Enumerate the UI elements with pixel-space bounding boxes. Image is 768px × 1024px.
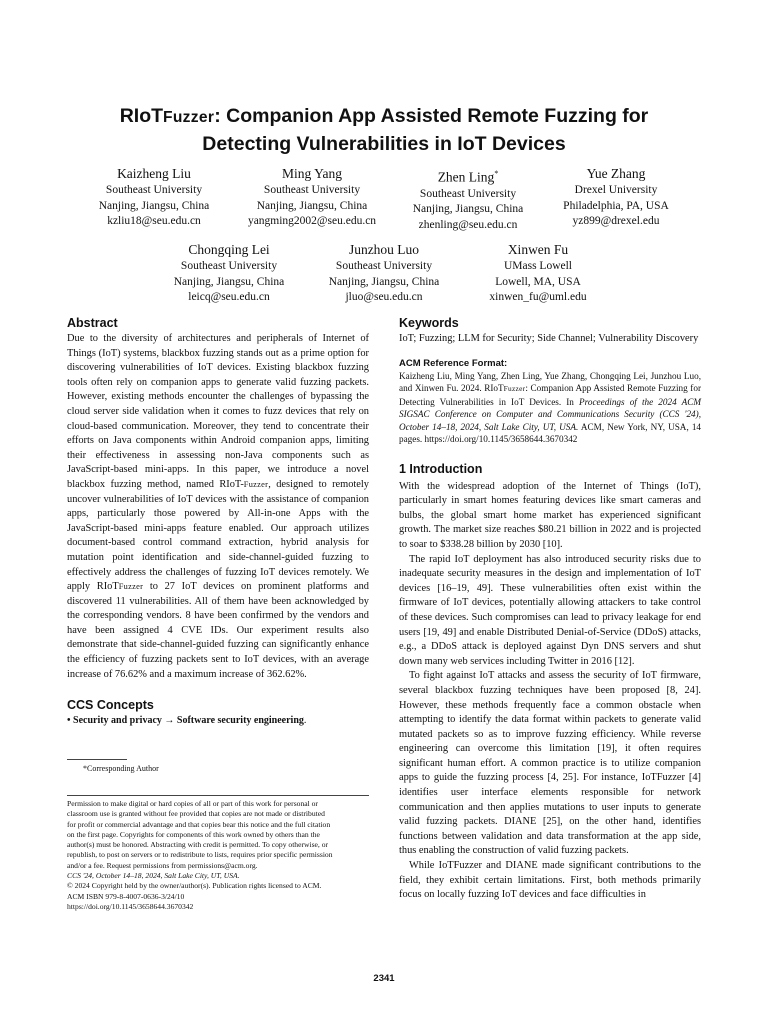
permission-line: for profit or commercial advantage and that copies bear this notice and the full citation: [67, 819, 331, 829]
author-affiliation: Southeast University: [419, 187, 517, 200]
author-location: Nanjing, Jiangsu, China: [173, 275, 285, 288]
venue-line: CCS '24, October 14–18, 2024, Salt Lake City, UT, USA.: [67, 871, 240, 881]
author-name: Yue Zhang: [586, 166, 646, 181]
author-affiliation: Drexel University: [574, 184, 658, 196]
permission-line: and/or a fee. Request permissions from permissions@acm.org.: [67, 860, 258, 870]
author-block: [516, 165, 716, 230]
title-line-1: [40, 103, 728, 131]
author-affiliation: Southeast University: [105, 184, 203, 196]
intro-paragraph: To fight against IoT attacks and assess the security of IoT firmware, several blackbox fuzzing techniques have been proposed [8, 24]. However, these methods frequently face a common obstacle when attempting to identify the data format within packets to generate valid mutated packets so as to improve fuzzing efficiency. While reverse engineering can overcome this limitation [19], it often requires significant human effort. A common practice is to utilize companion apps to guide the fuzzing process [4, 25]. For instance, IoTFuzzer [4] identifies user interface elements responsible for network communication and then applies mutations to user inputs to generate valid fuzzing packets. DIANE [25], on the other hand, identifies functions between validation and data transformation at the app side, thus enabling the construction of valid fuzzing packets.: [399, 670, 701, 857]
author-affiliation: UMass Lowell: [503, 260, 573, 272]
author-block: [438, 241, 638, 306]
doi-line: https://doi.org/10.1145/3658644.3670342: [67, 901, 194, 911]
author-email: jluo@seu.edu.cn: [345, 291, 423, 303]
author-name: Xinwen Fu: [507, 242, 569, 257]
author-location: Nanjing, Jiangsu, China: [412, 203, 524, 215]
title-rest: : Companion App Assisted Remote Fuzzing for: [214, 105, 649, 127]
author-email: xinwen_fu@uml.edu: [489, 291, 587, 303]
author-email: yz899@drexel.edu: [572, 215, 660, 227]
permission-line: on the first page. Copyrights for components of this work owned by others than the: [67, 829, 320, 839]
permission-line: Permission to make digital or hard copies of all or part of this work for personal or: [67, 799, 318, 808]
keywords-text: IoT; Fuzzing; LLM for Security; Side Channel; Vulnerability Discovery: [399, 333, 699, 344]
author-email: leicq@seu.edu.cn: [188, 291, 270, 303]
paper-title: [40, 103, 728, 157]
acm-ref-text: Kaizheng Liu, Ming Yang, Zhen Ling, Yue Zhang, Chongqing Lei, Junzhou Luo, and Xinwen Fu. 2024. RIoTFuzzer: Companion App Assisted Remote Fuzzing for Detecting Vulnerabilities in IoT Devices. In Proceedings of the 2024 ACM SIGSAC Conference on Computer and Communications Security (CCS '24), October 14–18, 2024, Salt Lake City, UT, USA. ACM, New York, NY, USA, 14 pages. https://doi.org/10.1145/3658644.3670342: [399, 370, 702, 445]
permission-line: author(s) must be honored. Abstracting with credit is permitted. To copy otherwise, or: [67, 840, 329, 850]
author-name: Zhen Ling*: [437, 169, 499, 185]
page-number: 2341: [373, 973, 395, 984]
author-location: Nanjing, Jiangsu, China: [256, 199, 368, 212]
intro-paragraph: While IoTFuzzer and DIANE made significant contributions to the field, they exhibit certain limitations. First, both methods primarily focus on locally fuzzing IoT devices and face difficulties in: [399, 860, 701, 901]
corresponding-mark: *: [494, 169, 499, 178]
title-name-b: Fuzzer: [163, 109, 215, 126]
author-name: Chongqing Lei: [188, 242, 270, 257]
author-name: Kaizheng Liu: [117, 166, 191, 181]
ccs-heading: CCS Concepts: [67, 698, 154, 713]
author-affiliation: Southeast University: [263, 184, 361, 196]
author-email: yangming2002@seu.edu.cn: [247, 215, 377, 227]
abstract-heading: Abstract: [67, 316, 118, 330]
author-affiliation: Southeast University: [335, 260, 433, 272]
left-column: [67, 314, 369, 729]
abstract-text: Due to the diversity of architectures and peripherals of Internet of Things (IoT) systems, blackbox fuzzing stands out as a prime option for discovering vulnerabilities of IoT devices. Existing blackbox fuzzing tools often rely on companion apps to generate valid fuzzing packets. However, existing methods encounter the challenges of bypassing the cloud server side validation when it comes to fuzz devices that rely on cloud-based communication. Moreover, they tend to concentrate their efforts on Java components within Android companion apps, limiting their effectiveness in assessing non-Java components such as JavaScript-based mini-apps. In this paper, we introduce a novel blackbox fuzzing method, named RIoT-Fuzzer, designed to remotely uncover vulnerabilities of IoT devices with the assistance of companion apps, particularly those powered by All-in-one Apps with the JavaScript-based mini-apps feature enabled. Our approach utilizes document-based control command extraction, hybrid analysis for mutation point identification and side-channel-guided fuzzing to effectively address the challenges of fuzzing IoT devices remotely. We apply RIoTFuzzer to 27 IoT devices on prominent platforms and discovered 11 vulnerabilities. All of them have been acknowledged by the corresponding vendors. 8 have been confirmed by the vendors and have been assigned 4 CVE IDs. Our experiment results also demonstrate that side-channel-guided fuzzing can significantly enhance the efficiency of fuzzing packets sent to IoT devices, with an average increase of 76.62% and a maximum increase of 362.62%.: [67, 333, 369, 680]
permission-divider: [67, 795, 369, 796]
author-name: Junzhou Luo: [348, 242, 420, 257]
copyright-line: © 2024 Copyright held by the owner/author(s). Publication rights licensed to ACM.: [67, 881, 322, 891]
author-email: kzliu18@seu.edu.cn: [107, 215, 201, 227]
footnote-divider: [67, 759, 127, 760]
author-location: Nanjing, Jiangsu, China: [98, 199, 210, 212]
right-column: [399, 314, 701, 903]
permission-block: [67, 799, 369, 912]
author-affiliation: Southeast University: [180, 260, 278, 272]
author-email: zhenling@seu.edu.cn: [418, 218, 518, 231]
intro-paragraph: With the widespread adoption of the Internet of Things (IoT), particularly in smart homes featuring devices like smart cameras and bulbs, the global smart home market has experienced significant growth. The market size reaches $80.21 billion in 2022 and is projected to soar to $338.28 billion by 2030 [10].: [399, 480, 701, 550]
author-location: Nanjing, Jiangsu, China: [328, 275, 440, 288]
title-name-a: RIoT: [119, 105, 164, 127]
isbn-line: ACM ISBN 979-8-4007-0636-3/24/10: [67, 891, 185, 901]
keywords-heading: Keywords: [399, 316, 459, 330]
permission-line: republish, to post on servers or to redistribute to lists, requires prior specific permission: [67, 850, 333, 860]
author-location: Philadelphia, PA, USA: [563, 199, 669, 212]
introduction-heading: 1 Introduction: [399, 461, 483, 476]
acm-ref-heading: ACM Reference Format:: [399, 357, 508, 369]
corresponding-footnote: *Corresponding Author: [83, 764, 159, 773]
ccs-item: • Security and privacy → Software security engineering.: [67, 715, 307, 727]
permission-line: classroom use is granted without fee provided that copies are not made or distributed: [67, 809, 325, 819]
intro-paragraph: The rapid IoT deployment has also introduced security risks due to inadequate security measures in the design and implementation of IoT devices [16–19, 49]. These vulnerabilities often exist within the firmware of IoT devices, potentially allowing attackers to take control of these devices. Such compromises can lead to privacy leakage for end users [19, 49] and enable Distributed Denial-of-Service (DDoS) attacks, e.g., a DDoS attack is deployed against Dyn DNS servers and shut down many web services including Twitter in 2016 [12].: [399, 553, 701, 667]
author-name: Ming Yang: [281, 166, 343, 181]
title-line-2: Detecting Vulnerabilities in IoT Devices: [202, 133, 566, 155]
author-location: Lowell, MA, USA: [495, 275, 581, 288]
